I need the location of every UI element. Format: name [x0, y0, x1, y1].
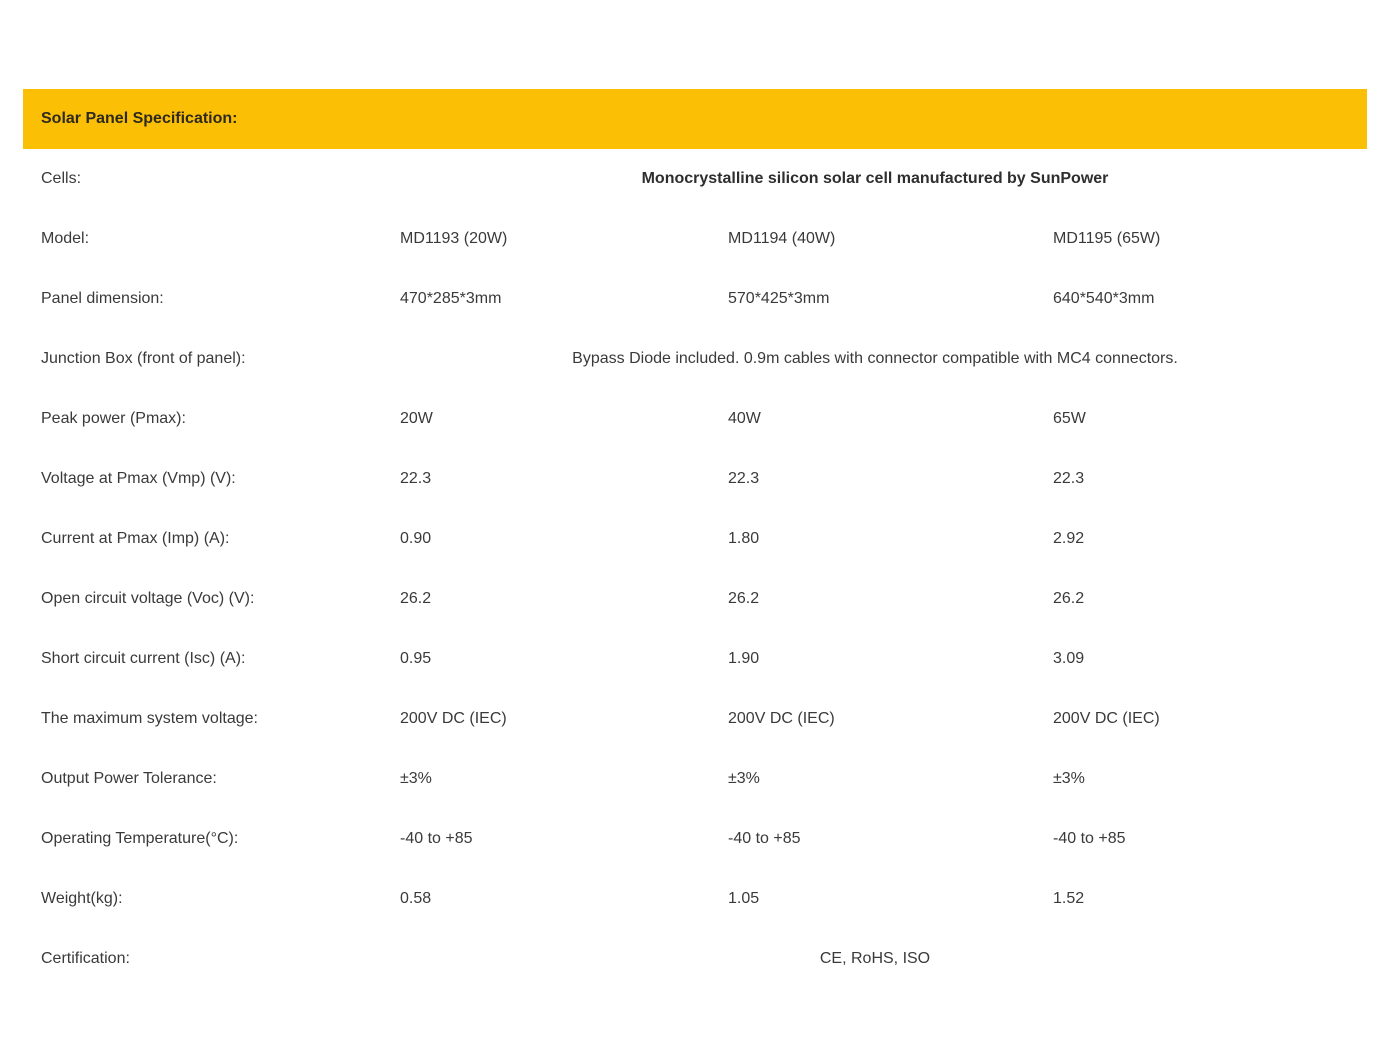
row-value-md1194: 22.3	[728, 470, 760, 487]
row-value-md1193: 20W	[400, 410, 433, 427]
table-row	[23, 629, 1367, 689]
row-label: Output Power Tolerance:	[41, 770, 217, 787]
table-row	[23, 869, 1367, 929]
row-value-md1195: -40 to +85	[1053, 830, 1126, 847]
table-row	[23, 269, 1367, 329]
row-value-md1195: ±3%	[1053, 770, 1085, 787]
row-value-md1194: ±3%	[728, 770, 760, 787]
row-value-md1195: 640*540*3mm	[1053, 290, 1155, 307]
table-row	[23, 509, 1367, 569]
row-span-value: CE, RoHS, ISO	[819, 950, 931, 967]
row-value-md1194: -40 to +85	[728, 830, 801, 847]
row-value-md1193: 0.58	[400, 890, 432, 907]
row-value-md1194: 40W	[728, 410, 761, 427]
row-value-md1194: 26.2	[728, 590, 760, 607]
table-row	[23, 749, 1367, 809]
row-label: Short circuit current (Isc) (A):	[41, 650, 246, 667]
row-value-md1193: 26.2	[400, 590, 432, 607]
row-label: Voltage at Pmax (Vmp) (V):	[41, 470, 236, 487]
table-row	[23, 209, 1367, 269]
row-value-md1195: 65W	[1053, 410, 1086, 427]
row-value-md1193: MD1193 (20W)	[400, 230, 508, 247]
table-row	[23, 149, 1367, 209]
table-row	[23, 809, 1367, 869]
row-label: Operating Temperature(°C):	[41, 830, 239, 847]
table-row	[23, 389, 1367, 449]
spec-table	[23, 89, 1367, 989]
spec-header	[23, 89, 1367, 149]
row-value-md1193: ±3%	[400, 770, 432, 787]
row-value-md1194: 1.05	[728, 890, 760, 907]
row-value-md1195: MD1195 (65W)	[1053, 230, 1161, 247]
row-label: The maximum system voltage:	[41, 710, 258, 727]
row-span-value: Monocrystalline silicon solar cell manufactured by SunPower	[641, 170, 1109, 187]
table-row	[23, 449, 1367, 509]
spec-title: Solar Panel Specification:	[41, 110, 238, 127]
row-label: Open circuit voltage (Voc) (V):	[41, 590, 255, 607]
row-label: Panel dimension:	[41, 290, 164, 307]
row-value-md1194: 570*425*3mm	[728, 290, 830, 307]
row-label: Current at Pmax (Imp) (A):	[41, 530, 230, 547]
row-value-md1193: 0.90	[400, 530, 432, 547]
row-label: Weight(kg):	[41, 890, 123, 907]
row-value-md1195: 3.09	[1053, 650, 1085, 667]
row-value-md1193: 22.3	[400, 470, 432, 487]
row-value-md1195: 22.3	[1053, 470, 1085, 487]
row-label: Certification:	[41, 950, 130, 967]
row-value-md1193: 200V DC (IEC)	[400, 710, 507, 727]
table-row	[23, 569, 1367, 629]
row-label: Junction Box (front of panel):	[41, 350, 246, 367]
row-value-md1195: 200V DC (IEC)	[1053, 710, 1160, 727]
row-value-md1195: 1.52	[1053, 890, 1085, 907]
table-row	[23, 689, 1367, 749]
row-value-md1193: 470*285*3mm	[400, 290, 502, 307]
table-row	[23, 329, 1367, 389]
row-span-value: Bypass Diode included. 0.9m cables with connector compatible with MC4 connectors.	[572, 350, 1178, 367]
row-value-md1195: 26.2	[1053, 590, 1085, 607]
row-value-md1195: 2.92	[1053, 530, 1085, 547]
row-label: Peak power (Pmax):	[41, 410, 186, 427]
row-value-md1194: 1.80	[728, 530, 760, 547]
row-value-md1193: 0.95	[400, 650, 432, 667]
row-label: Model:	[41, 230, 90, 247]
row-value-md1194: 1.90	[728, 650, 760, 667]
row-label: Cells:	[41, 170, 82, 187]
row-value-md1194: 200V DC (IEC)	[728, 710, 835, 727]
row-value-md1194: MD1194 (40W)	[728, 230, 836, 247]
table-row	[23, 929, 1367, 989]
row-value-md1193: -40 to +85	[400, 830, 473, 847]
